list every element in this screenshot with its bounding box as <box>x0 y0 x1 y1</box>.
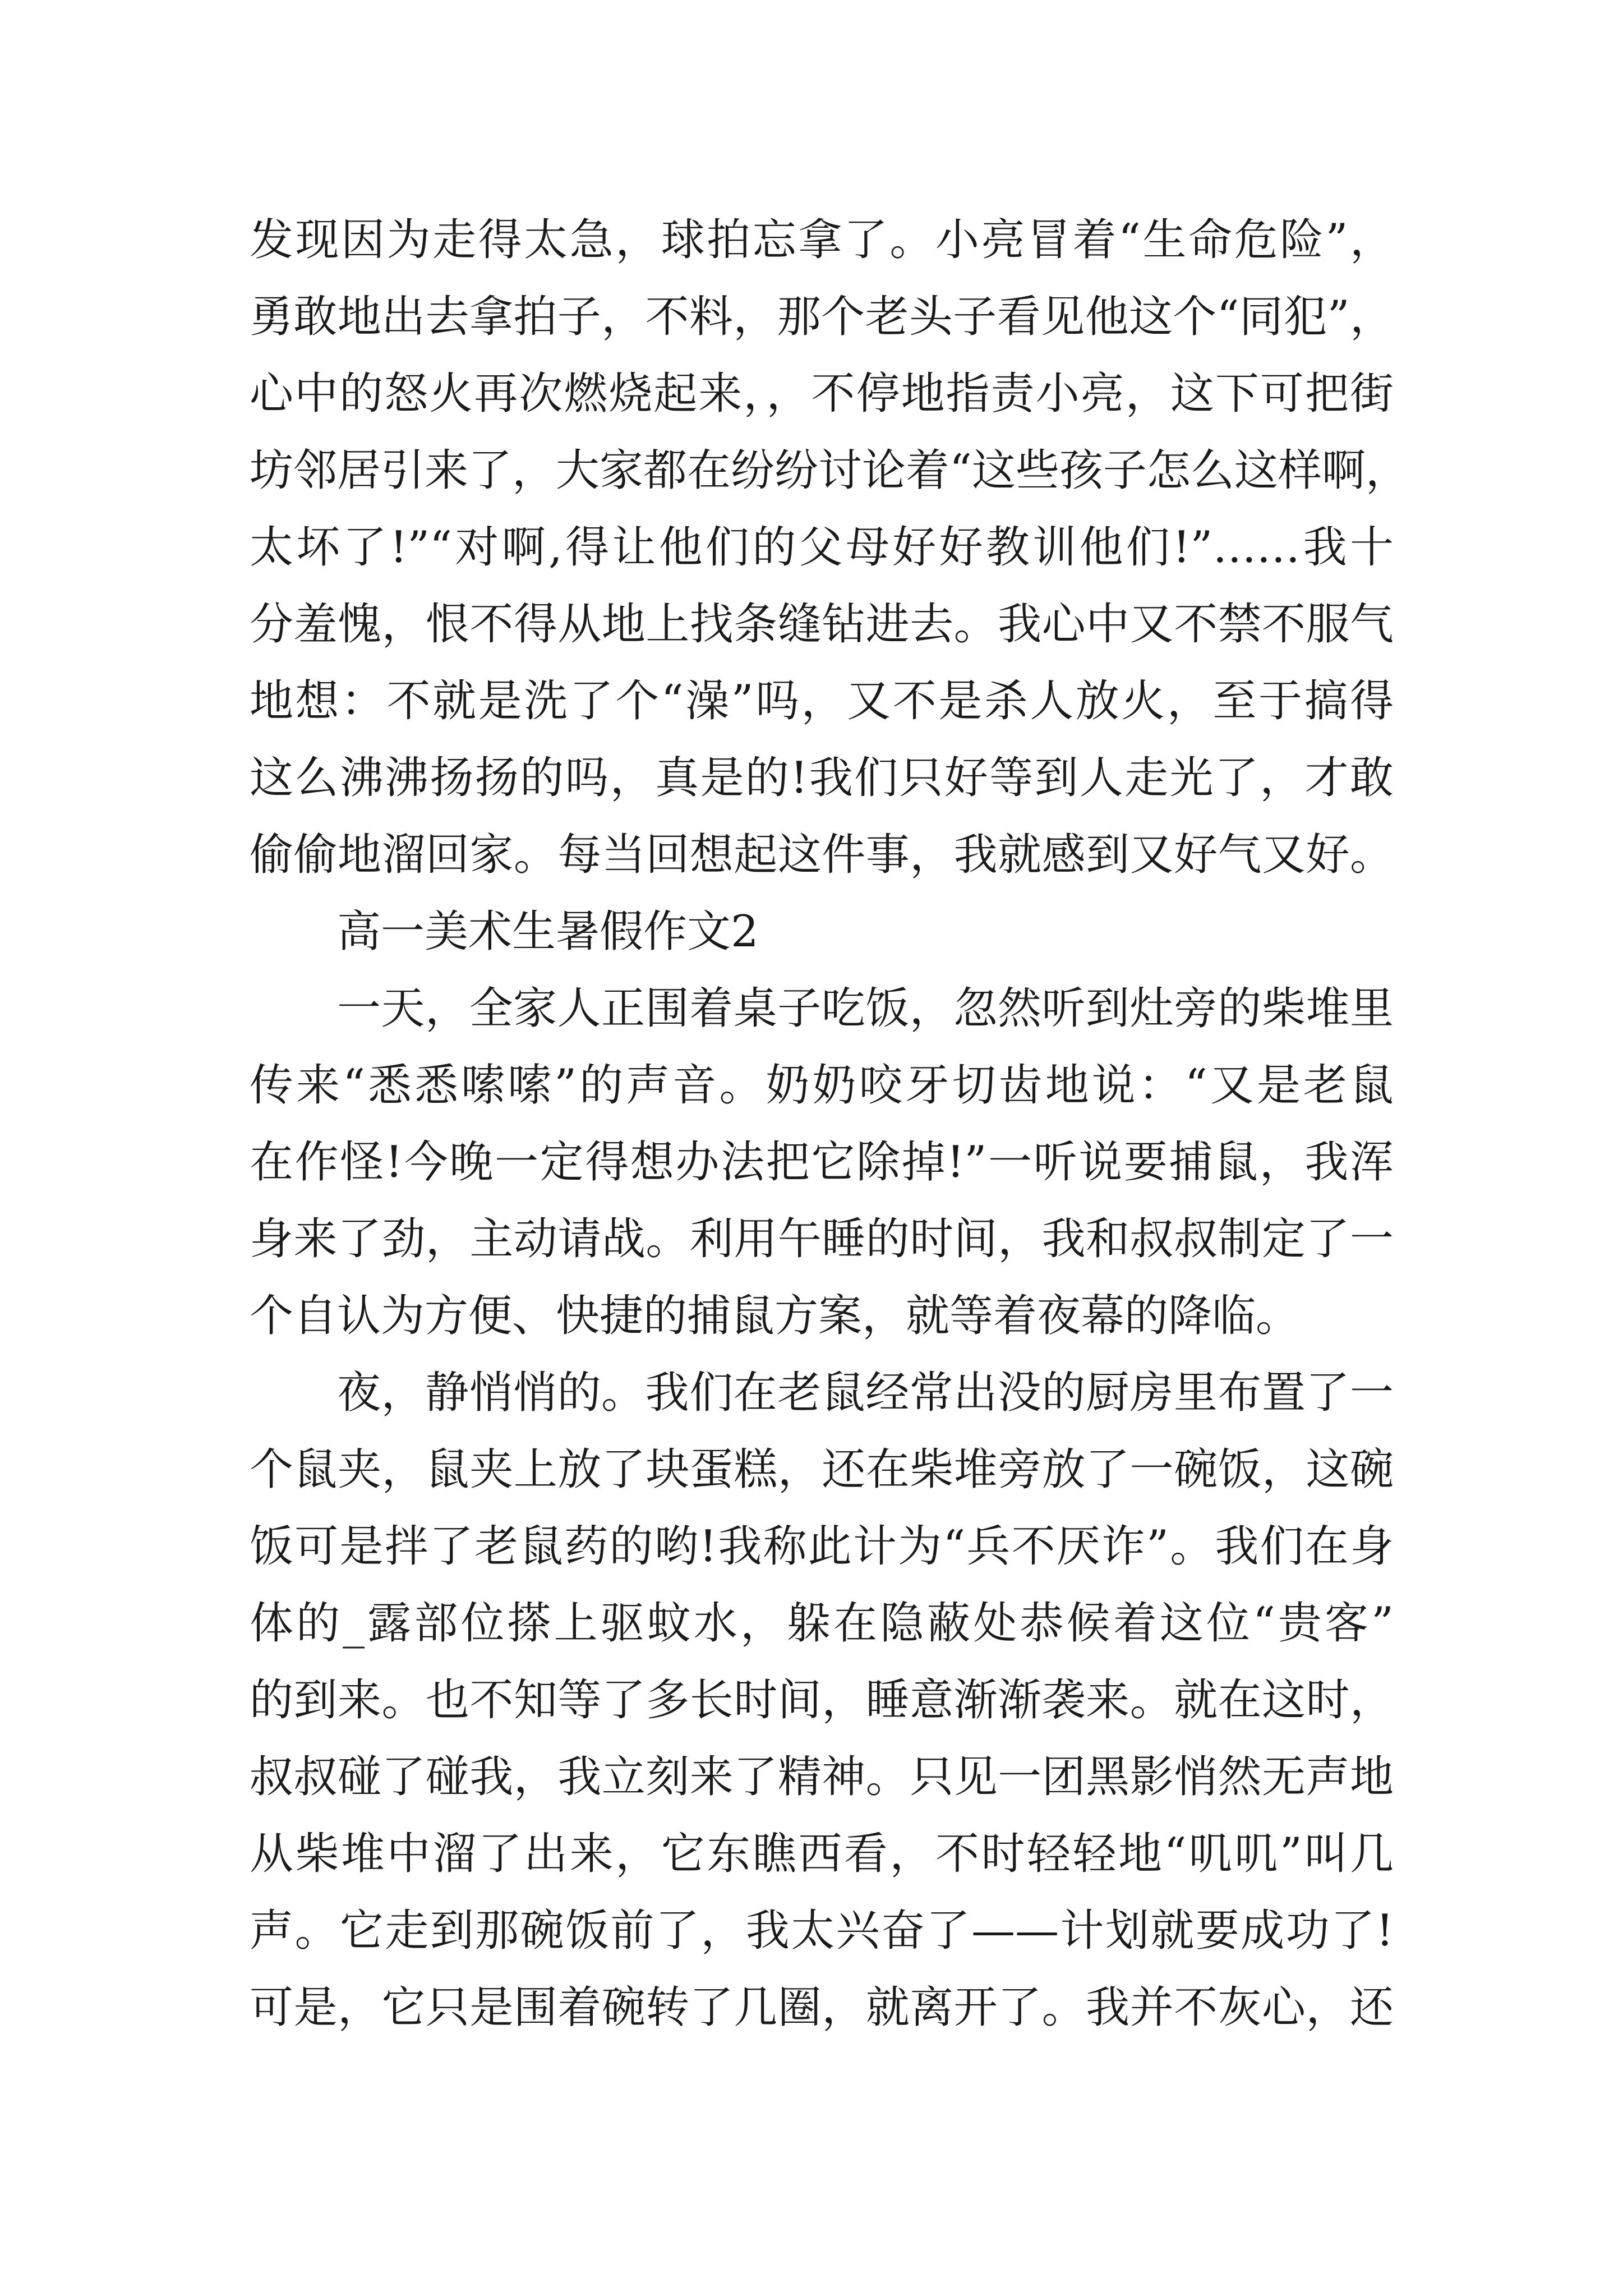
text-line: 一天，全家人正围着桌子吃饭，忽然听到灶旁的柴堆里 <box>337 983 1394 1034</box>
section-heading: 高一美术生暑假作文2 <box>337 907 759 957</box>
text-line: 身来了劲，主动请战。利用午睡的时间，我和叔叔制定了一 <box>250 1214 1394 1264</box>
text-line: 偷偷地溜回家。每当回想起这件事，我就感到又好气又好。 <box>250 830 1394 880</box>
text-line: 个鼠夹，鼠夹上放了块蛋糕，还在柴堆旁放了一碗饭，这碗 <box>250 1444 1394 1495</box>
text-line: 发现因为走得太急，球拍忘拿了。小亮冒着“生命危险”， <box>250 215 1394 265</box>
text-line: 的到来。也不知等了多长时间，睡意渐渐袭来。就在这时， <box>250 1675 1394 1726</box>
text-line: 心中的怒火再次燃烧起来，，不停地指责小亮，这下可把街 <box>250 369 1394 419</box>
text-line: 叔叔碰了碰我，我立刻来了精神。只见一团黑影悄然无声地 <box>250 1752 1394 1802</box>
text-line: 饭可是拌了老鼠药的哟!我称此计为“兵不厌诈”。我们在身 <box>250 1521 1394 1572</box>
text-line: 太坏了!”“对啊,得让他们的父母好好教训他们!”……我十 <box>250 522 1394 573</box>
text-line: 坊邻居引来了，大家都在纷纷讨论着“这些孩子怎么这样啊， <box>250 445 1409 496</box>
text-line: 在作怪!今晚一定得想办法把它除掉!”一听说要捕鼠，我浑 <box>250 1137 1394 1188</box>
text-line: 这么沸沸扬扬的吗，真是的!我们只好等到人走光了，才敢 <box>250 753 1394 803</box>
text-line: 勇敢地出去拿拍子，不料，那个老头子看见他这个“同犯”， <box>250 292 1394 342</box>
text-line: 夜，静悄悄的。我们在老鼠经常出没的厨房里布置了一 <box>337 1368 1394 1418</box>
body-text <box>250 202 1409 2046</box>
text-line: 地想：不就是洗了个“澡”吗，又不是杀人放火，至于搞得 <box>250 676 1394 726</box>
text-line: 体的_露部位搽上驱蚊水，躲在隐蔽处恭候着这位“贵客” <box>250 1598 1394 1649</box>
text-line: 个自认为方便、快捷的捕鼠方案，就等着夜幕的降临。 <box>250 1291 1300 1341</box>
text-line: 分羞愧，恨不得从地上找条缝钻进去。我心中又不禁不服气 <box>250 599 1394 650</box>
text-line: 从柴堆中溜了出来，它东瞧西看，不时轻轻地“叽叽”叫几 <box>250 1829 1394 1879</box>
text-line: 可是，它只是围着碗转了几圈，就离开了。我并不灰心，还 <box>250 1982 1394 2033</box>
text-line: 传来“悉悉嗦嗦”的声音。奶奶咬牙切齿地说：“又是老鼠 <box>250 1060 1394 1111</box>
text-line: 声。它走到那碗饭前了，我太兴奋了——计划就要成功了! <box>250 1906 1394 1956</box>
